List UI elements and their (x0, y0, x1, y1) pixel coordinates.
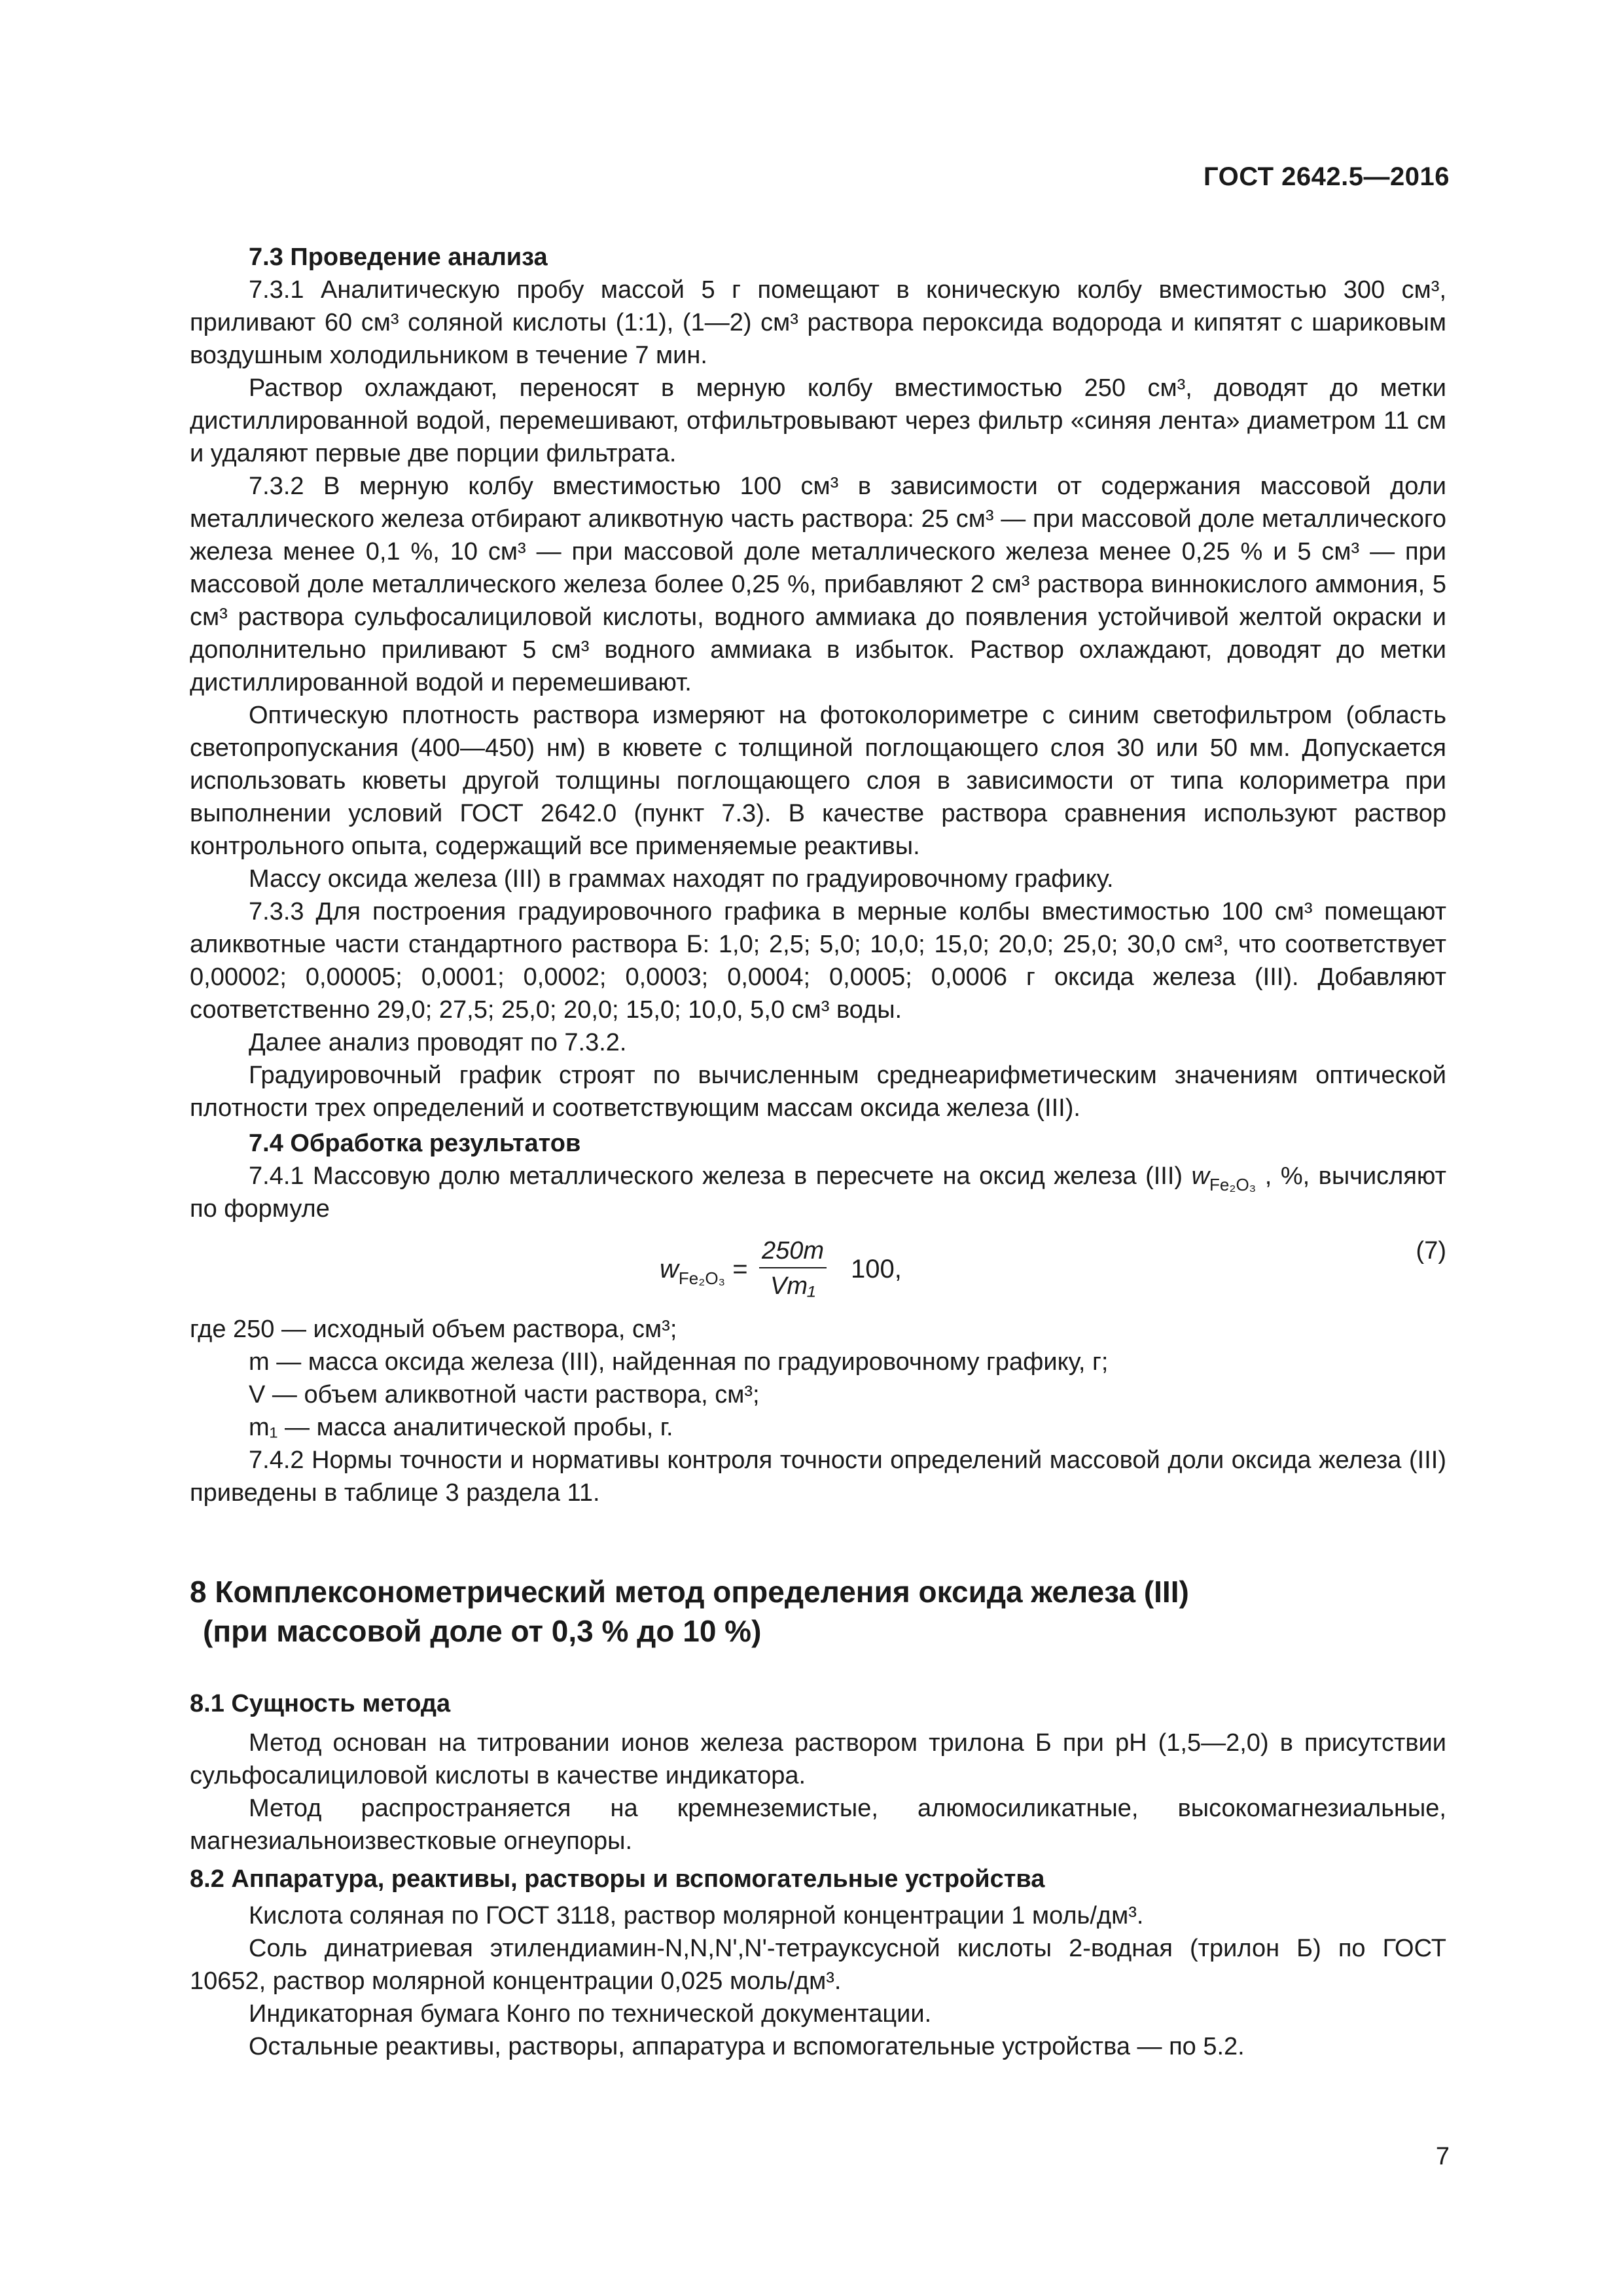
section-8-1-title: 8.1 Сущность метода (190, 1690, 451, 1717)
formula-symbol-w: w (660, 1255, 679, 1283)
paragraph-8-1-scope: Метод распространяется на кремнеземистые, алюмосиликатные, высокомагнезиальные, магнезиальноизвестковые огнеупоры. (190, 1795, 1446, 1855)
paragraph-7-3-3: 7.3.3 Для построения градуировочного графика в мерные колбы вместимостью 100 см³ помещают аликвотные части стандартного раствора Б: 1,0; 2,5; 5,0; 10,0; 15,0; 20,0; 25,0; 30,0 см³, что соответствует 0,00002; 0,00005; 0,0001; 0,0002; 0,0003; 0,0004; 0,0005; 0,0006 г оксида железа (III). Добавляют соответственно 29,0; 27,5; 25,0; 20,0; 15,0; 10,0, 5,0 см³ воды. (190, 898, 1446, 1024)
standard-number: ГОСТ 2642.5—2016 (1203, 162, 1450, 191)
paragraph-7-3-1: 7.3.1 Аналитическую пробу массой 5 г помещают в коническую колбу вместимостью 300 см³, приливают 60 см³ соляной кислоты (1:1), (1—2) см³ раствора пероксида водорода и кипятят с шариковым воздушным холодильником в течение 7 мин. (190, 276, 1446, 369)
formula-symbol-subscript: Fe₂O₃ (678, 1268, 726, 1288)
section-8-2-title: 8.2 Аппаратура, реактивы, растворы и вспомогательные устройства (190, 1865, 1045, 1893)
symbol-w: w (1191, 1162, 1210, 1190)
formula-fraction (759, 1234, 827, 1302)
paragraph-calibration-graph: Градуировочный график строят по вычисленным среднеарифметическим значениям оптической плотности трех определений и соответствующим массам оксида железа (III). (190, 1062, 1446, 1122)
paragraph-7-3-2: 7.3.2 В мерную колбу вместимостью 100 см³ в зависимости от содержания массовой доли металлического железа отбирают аликвотную часть раствора: 25 см³ — при массовой доле металлического железа менее 0,1 %, 10 см³ — при массовой доле металлического железа менее 0,25 % и 5 см³ — при массовой доле металлического железа более 0,25 %, прибавляют 2 см³ раствора виннокислого аммония, 5 см³ раствора сульфосалициловой кислоты, водного аммиака до появления устойчивой желтой окраски и дополнительно приливают 5 см³ водного аммиака в избыток. Раствор охлаждают, доводят до метки дистиллированной водой и перемешивают. (190, 473, 1446, 696)
where-line-2: m — масса оксида железа (III), найденная по градуировочному графику, г; (249, 1348, 1109, 1376)
formula-denominator: Vm₁ (770, 1272, 816, 1300)
formula-number: (7) (1416, 1237, 1446, 1265)
section-spacer-2 (190, 1651, 1446, 1687)
section-8-title-line-2: (при массовой доле от 0,3 % до 10 %) (203, 1614, 762, 1648)
formula-7 (190, 1234, 1446, 1306)
section-8-title-line-1: 8 Комплексонометрический метод определения оксида железа (III) (190, 1575, 1189, 1609)
spacer-8-2 (190, 1857, 1446, 1863)
formula-left-side (660, 1253, 748, 1288)
section-spacer (190, 1509, 1446, 1572)
paragraph-8-1-method: Метод основан на титровании ионов железа раствором трилона Б при рН (1,5—2,0) в присутствии сульфосалициловой кислоты в качестве индикатора. (190, 1729, 1446, 1789)
paragraph-7-4-1-text-a: 7.4.1 Массовую долю металлического железа в пересчете на оксид железа (III) (249, 1162, 1192, 1190)
page-body (190, 241, 1446, 2063)
formula-equals: = (732, 1255, 748, 1283)
where-line-4: m₁ — масса аналитической пробы, г. (249, 1414, 673, 1441)
page-number: 7 (1435, 2143, 1450, 2170)
paragraph-solution-cooling: Раствор охлаждают, переносят в мерную колбу вместимостью 250 см³, доводят до метки дистиллированной водой, перемешивают, отфильтровывают через фильтр «синяя лента» диаметром 11 см и удаляют первые две порции фильтрата. (190, 374, 1446, 467)
paragraph-8-2-trilon: Соль динатриевая этилендиамин-N,N,N',N'-тетрауксусной кислоты 2-водная (трилон Б) по ГОСТ 10652, раствор молярной концентрации 0,025 моль/дм³. (190, 1935, 1446, 1995)
paragraph-further-analysis: Далее анализ проводят по 7.3.2. (249, 1029, 627, 1056)
section-7-3-title: 7.3 Проведение анализа (249, 243, 548, 271)
symbol-w-subscript: Fe₂O₃ (1209, 1175, 1257, 1194)
paragraph-7-4-1 (190, 1160, 1446, 1225)
paragraph-8-2-congo: Индикаторная бумага Конго по технической документации. (249, 2000, 932, 2028)
section-8-title (190, 1572, 1446, 1651)
paragraph-8-2-other: Остальные реактивы, растворы, аппаратура и вспомогательные устройства — по 5.2. (249, 2033, 1245, 2060)
where-line-1: где 250 — исходный объем раствора, см³; (190, 1316, 677, 1343)
paragraph-optical-density: Оптическую плотность раствора измеряют на фотоколориметре с синим светофильтром (область светопропускания (400—450) нм) в кювете с толщиной поглощающего слоя 30 или 50 мм. Допускается использовать кюветы другой толщины поглощающего слоя в зависимости от типа колориметра при выполнении условий ГОСТ 2642.0 (пункт 7.3). В качестве раствора сравнения используют раствор контрольного опыта, содержащий все применяемые реактивы. (190, 702, 1446, 860)
formula-multiplier: 100, (851, 1255, 902, 1283)
formula-numerator: 250m (759, 1234, 827, 1268)
paragraph-7-4-2: 7.4.2 Нормы точности и нормативы контроля точности определений массовой доли оксида железа (III) приведены в таблице 3 раздела 11. (190, 1446, 1446, 1507)
section-7-4-title: 7.4 Обработка результатов (249, 1130, 581, 1157)
where-line-3: V — объем аликвотной части раствора, см³; (249, 1381, 760, 1408)
paragraph-oxide-mass: Массу оксида железа (III) в граммах находят по градуировочному графику. (249, 865, 1114, 893)
spacer-8-1 (190, 1720, 1446, 1727)
paragraph-8-2-acid: Кислота соляная по ГОСТ 3118, раствор молярной концентрации 1 моль/дм³. (249, 1902, 1144, 1929)
paragraph-7-4-1-text-b: , %, вычисляют по формуле (190, 1162, 1447, 1223)
